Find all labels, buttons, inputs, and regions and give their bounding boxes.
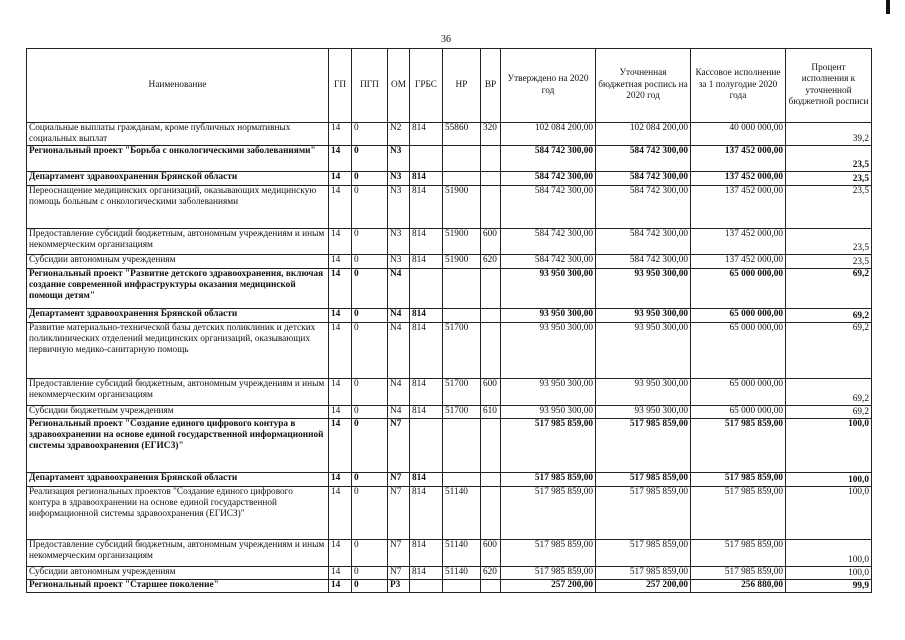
cell-refined: 93 950 300,00 (596, 406, 691, 419)
cell-approved: 93 950 300,00 (501, 379, 596, 406)
cell-pgp: 0 (352, 323, 388, 379)
cell-cash: 137 452 000,00 (691, 229, 786, 255)
cell-grbs: 814 (410, 186, 443, 229)
col-refined: Уточненная бюджетная роспись на 2020 год (596, 49, 691, 123)
cell-name: Департамент здравоохранения Брянской области (27, 172, 329, 186)
cell-percent: 100,0 (786, 567, 872, 580)
cell-om: N7 (388, 540, 410, 567)
cell-om: N3 (388, 186, 410, 229)
cell-percent: 23,5 (786, 229, 872, 255)
cell-name: Переоснащение медицинских организаций, оказывающих медицинскую помощь больным с онкологическими заболеваниями (27, 186, 329, 229)
cell-refined: 517 985 859,00 (596, 419, 691, 473)
cell-cash: 256 880,00 (691, 580, 786, 593)
cell-name: Субсидии автономным учреждениям (27, 255, 329, 269)
cell-np (443, 580, 481, 593)
cell-refined: 517 985 859,00 (596, 473, 691, 487)
table-row (27, 580, 872, 593)
cell-percent: 39,2 (786, 123, 872, 146)
cell-percent: 69,2 (786, 406, 872, 419)
col-pgp: ПГП (352, 49, 388, 123)
scan-mark (886, 0, 890, 14)
cell-percent: 100,0 (786, 473, 872, 487)
cell-vr (481, 473, 501, 487)
col-percent: Процент исполнения к уточненной бюджетной росписи (786, 49, 872, 123)
cell-refined: 584 742 300,00 (596, 186, 691, 229)
cell-gp: 14 (329, 540, 352, 567)
cell-gp: 14 (329, 473, 352, 487)
cell-cash: 517 985 859,00 (691, 540, 786, 567)
cell-refined: 584 742 300,00 (596, 172, 691, 186)
cell-grbs: 814 (410, 323, 443, 379)
table-row (27, 186, 872, 229)
cell-pgp: 0 (352, 146, 388, 172)
cell-om: P3 (388, 580, 410, 593)
cell-name: Предоставление субсидий бюджетным, автономным учреждениям и иным некоммерческим организациям (27, 229, 329, 255)
cell-np (443, 309, 481, 323)
cell-grbs (410, 146, 443, 172)
cell-vr (481, 186, 501, 229)
cell-pgp: 0 (352, 172, 388, 186)
cell-gp: 14 (329, 172, 352, 186)
cell-grbs (410, 419, 443, 473)
cell-om: N4 (388, 379, 410, 406)
table-row (27, 146, 872, 172)
cell-vr: 320 (481, 123, 501, 146)
cell-refined: 517 985 859,00 (596, 540, 691, 567)
cell-gp: 14 (329, 567, 352, 580)
cell-vr (481, 172, 501, 186)
table-row (27, 406, 872, 419)
cell-np (443, 473, 481, 487)
cell-percent: 100,0 (786, 540, 872, 567)
cell-gp: 14 (329, 323, 352, 379)
cell-vr: 620 (481, 567, 501, 580)
cell-name: Социальные выплаты гражданам, кроме публичных нормативных социальных выплат (27, 123, 329, 146)
cell-approved: 93 950 300,00 (501, 309, 596, 323)
cell-approved: 517 985 859,00 (501, 419, 596, 473)
cell-cash: 517 985 859,00 (691, 487, 786, 540)
cell-om: N7 (388, 473, 410, 487)
table-row (27, 229, 872, 255)
col-gp: ГП (329, 49, 352, 123)
cell-percent: 69,2 (786, 323, 872, 379)
cell-vr (481, 269, 501, 309)
cell-pgp: 0 (352, 255, 388, 269)
cell-vr (481, 580, 501, 593)
cell-name: Развитие материально-технической базы детских поликлиник и детских поликлинических отделений медицинских организаций, оказывающих первичную медико-санитарную помощь (27, 323, 329, 379)
cell-name: Субсидии бюджетным учреждениям (27, 406, 329, 419)
cell-pgp: 0 (352, 580, 388, 593)
cell-grbs: 814 (410, 406, 443, 419)
cell-pgp: 0 (352, 406, 388, 419)
cell-refined: 102 084 200,00 (596, 123, 691, 146)
cell-refined: 584 742 300,00 (596, 255, 691, 269)
table-row (27, 540, 872, 567)
cell-np: 51140 (443, 567, 481, 580)
cell-pgp: 0 (352, 540, 388, 567)
cell-name: Региональный проект "Развитие детского здравоохранения, включая создание современной инфраструктуры оказания медицинской помощи детям" (27, 269, 329, 309)
cell-percent: 23,5 (786, 146, 872, 172)
cell-gp: 14 (329, 419, 352, 473)
cell-cash: 137 452 000,00 (691, 146, 786, 172)
cell-grbs: 814 (410, 255, 443, 269)
cell-om: N7 (388, 487, 410, 540)
cell-grbs: 814 (410, 540, 443, 567)
cell-np: 51140 (443, 540, 481, 567)
cell-cash: 137 452 000,00 (691, 186, 786, 229)
cell-om: N2 (388, 123, 410, 146)
cell-approved: 584 742 300,00 (501, 255, 596, 269)
cell-refined: 93 950 300,00 (596, 379, 691, 406)
cell-om: N4 (388, 309, 410, 323)
cell-cash: 137 452 000,00 (691, 172, 786, 186)
cell-grbs: 814 (410, 487, 443, 540)
cell-np: 55860 (443, 123, 481, 146)
cell-percent: 100,0 (786, 419, 872, 473)
cell-refined: 93 950 300,00 (596, 269, 691, 309)
cell-cash: 65 000 000,00 (691, 379, 786, 406)
cell-gp: 14 (329, 309, 352, 323)
cell-np: 51700 (443, 323, 481, 379)
table-row (27, 255, 872, 269)
cell-vr: 600 (481, 540, 501, 567)
cell-pgp: 0 (352, 186, 388, 229)
cell-vr (481, 419, 501, 473)
cell-vr: 600 (481, 379, 501, 406)
cell-approved: 102 084 200,00 (501, 123, 596, 146)
table-row (27, 309, 872, 323)
cell-approved: 517 985 859,00 (501, 567, 596, 580)
cell-vr (481, 323, 501, 379)
cell-grbs: 814 (410, 309, 443, 323)
table-row (27, 473, 872, 487)
cell-percent: 69,2 (786, 269, 872, 309)
cell-np: 51140 (443, 487, 481, 540)
col-cash: Кассовое исполнение за 1 полугодие 2020 года (691, 49, 786, 123)
cell-pgp: 0 (352, 229, 388, 255)
cell-gp: 14 (329, 146, 352, 172)
cell-approved: 93 950 300,00 (501, 406, 596, 419)
cell-np (443, 269, 481, 309)
cell-approved: 517 985 859,00 (501, 540, 596, 567)
cell-np (443, 172, 481, 186)
cell-cash: 65 000 000,00 (691, 406, 786, 419)
header-row (27, 49, 872, 123)
cell-grbs: 814 (410, 379, 443, 406)
cell-vr: 620 (481, 255, 501, 269)
table-row (27, 123, 872, 146)
cell-gp: 14 (329, 229, 352, 255)
cell-percent: 99,9 (786, 580, 872, 593)
cell-om: N4 (388, 323, 410, 379)
cell-name: Региональный проект "Старшее поколение" (27, 580, 329, 593)
cell-grbs (410, 269, 443, 309)
cell-refined: 517 985 859,00 (596, 487, 691, 540)
cell-approved: 517 985 859,00 (501, 473, 596, 487)
cell-grbs (410, 580, 443, 593)
cell-refined: 93 950 300,00 (596, 309, 691, 323)
col-grbs: ГРБС (410, 49, 443, 123)
col-om: ОМ (388, 49, 410, 123)
cell-gp: 14 (329, 379, 352, 406)
cell-vr: 610 (481, 406, 501, 419)
cell-om: N3 (388, 229, 410, 255)
cell-percent: 23,5 (786, 255, 872, 269)
cell-vr: 600 (481, 229, 501, 255)
cell-approved: 93 950 300,00 (501, 323, 596, 379)
cell-grbs: 814 (410, 229, 443, 255)
cell-name: Предоставление субсидий бюджетным, автономным учреждениям и иным некоммерческим организациям (27, 379, 329, 406)
cell-approved: 93 950 300,00 (501, 269, 596, 309)
cell-gp: 14 (329, 123, 352, 146)
cell-om: N3 (388, 172, 410, 186)
cell-name: Департамент здравоохранения Брянской области (27, 473, 329, 487)
cell-name: Субсидии автономным учреждениям (27, 567, 329, 580)
cell-grbs: 814 (410, 123, 443, 146)
cell-gp: 14 (329, 186, 352, 229)
table-row (27, 419, 872, 473)
cell-grbs: 814 (410, 473, 443, 487)
cell-name: Реализация региональных проектов "Создание единого цифрового контура в здравоохранении на основе единой государственной информационной системы здравоохранения (ЕГИСЗ)" (27, 487, 329, 540)
cell-om: N7 (388, 567, 410, 580)
cell-pgp: 0 (352, 123, 388, 146)
cell-name: Региональный проект "Борьба с онкологическими заболеваниями" (27, 146, 329, 172)
cell-pgp: 0 (352, 379, 388, 406)
cell-name: Предоставление субсидий бюджетным, автономным учреждениям и иным некоммерческим организациям (27, 540, 329, 567)
cell-cash: 517 985 859,00 (691, 419, 786, 473)
cell-refined: 257 200,00 (596, 580, 691, 593)
table-row (27, 567, 872, 580)
cell-om: N7 (388, 419, 410, 473)
budget-table (26, 48, 872, 593)
cell-cash: 65 000 000,00 (691, 269, 786, 309)
cell-np: 51900 (443, 255, 481, 269)
col-np: НР (443, 49, 481, 123)
cell-refined: 517 985 859,00 (596, 567, 691, 580)
cell-approved: 517 985 859,00 (501, 487, 596, 540)
cell-gp: 14 (329, 487, 352, 540)
cell-om: N3 (388, 146, 410, 172)
cell-percent: 69,2 (786, 309, 872, 323)
cell-pgp: 0 (352, 487, 388, 540)
cell-cash: 40 000 000,00 (691, 123, 786, 146)
cell-approved: 584 742 300,00 (501, 172, 596, 186)
cell-np (443, 419, 481, 473)
cell-np: 51700 (443, 406, 481, 419)
cell-percent: 100,0 (786, 487, 872, 540)
cell-cash: 517 985 859,00 (691, 567, 786, 580)
cell-grbs: 814 (410, 567, 443, 580)
cell-grbs: 814 (410, 172, 443, 186)
cell-np: 51900 (443, 186, 481, 229)
cell-gp: 14 (329, 269, 352, 309)
col-vr: ВР (481, 49, 501, 123)
cell-pgp: 0 (352, 473, 388, 487)
cell-np (443, 146, 481, 172)
cell-cash: 137 452 000,00 (691, 255, 786, 269)
table-row (27, 379, 872, 406)
table-row (27, 323, 872, 379)
cell-gp: 14 (329, 255, 352, 269)
cell-om: N3 (388, 255, 410, 269)
cell-pgp: 0 (352, 269, 388, 309)
page-number: 36 (441, 34, 451, 45)
cell-approved: 584 742 300,00 (501, 146, 596, 172)
cell-pgp: 0 (352, 309, 388, 323)
cell-approved: 257 200,00 (501, 580, 596, 593)
table-row (27, 487, 872, 540)
cell-np: 51700 (443, 379, 481, 406)
cell-gp: 14 (329, 580, 352, 593)
cell-pgp: 0 (352, 567, 388, 580)
cell-approved: 584 742 300,00 (501, 186, 596, 229)
cell-vr (481, 309, 501, 323)
cell-cash: 65 000 000,00 (691, 309, 786, 323)
col-name: Наименование (27, 49, 329, 123)
cell-pgp: 0 (352, 419, 388, 473)
cell-vr (481, 487, 501, 540)
table-row (27, 269, 872, 309)
cell-refined: 93 950 300,00 (596, 323, 691, 379)
cell-name: Департамент здравоохранения Брянской области (27, 309, 329, 323)
cell-refined: 584 742 300,00 (596, 229, 691, 255)
cell-vr (481, 146, 501, 172)
cell-percent: 23,5 (786, 186, 872, 229)
cell-percent: 23,5 (786, 172, 872, 186)
table-row (27, 172, 872, 186)
cell-cash: 517 985 859,00 (691, 473, 786, 487)
cell-gp: 14 (329, 406, 352, 419)
cell-np: 51900 (443, 229, 481, 255)
cell-refined: 584 742 300,00 (596, 146, 691, 172)
cell-cash: 65 000 000,00 (691, 323, 786, 379)
col-approved: Утверждено на 2020 год (501, 49, 596, 123)
cell-om: N4 (388, 269, 410, 309)
cell-om: N4 (388, 406, 410, 419)
cell-percent: 69,2 (786, 379, 872, 406)
cell-name: Региональный проект "Создание единого цифрового контура в здравоохранении на основе единой государственной информационной системы здравоохранения (ЕГИСЗ)" (27, 419, 329, 473)
cell-approved: 584 742 300,00 (501, 229, 596, 255)
